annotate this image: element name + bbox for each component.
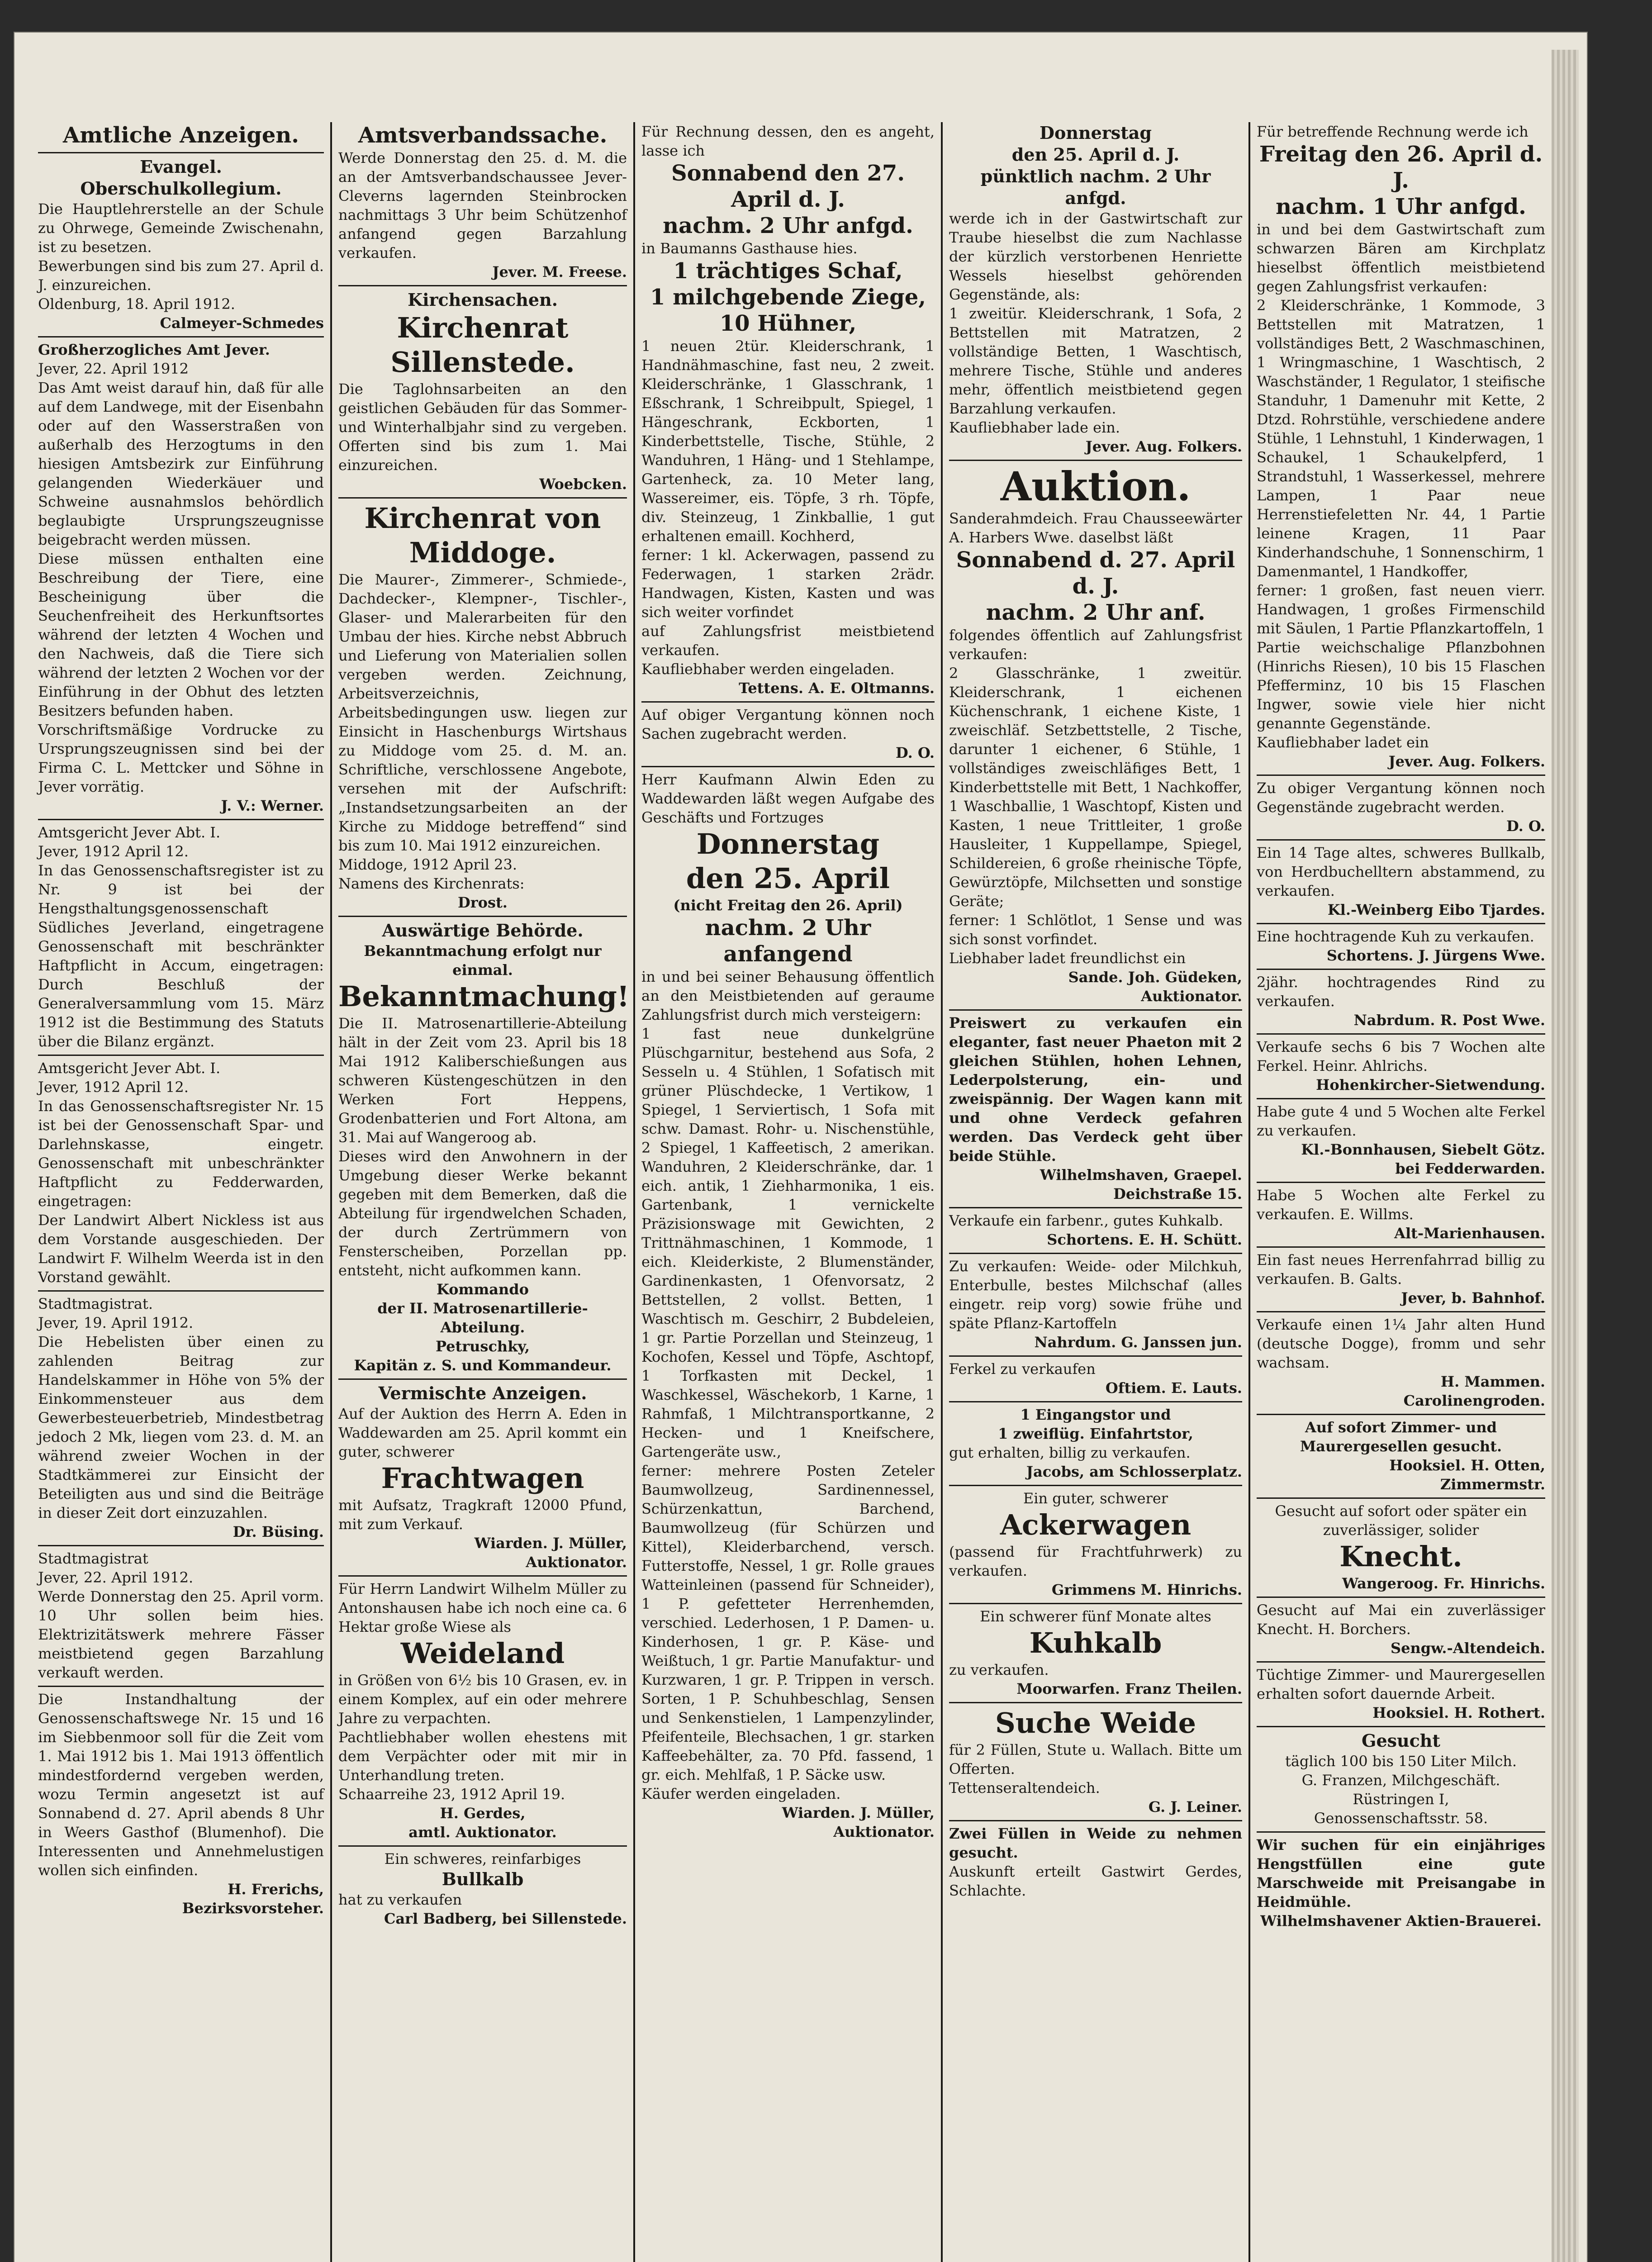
notice-text: täglich 100 bis 150 Liter Milch. G. Franzen, Milchgeschäft. Rüstringen I, Genossenschaftsstr. 58. (1285, 1753, 1517, 1827)
notice (38, 156, 324, 337)
notice-heading: Frachtwagen (381, 1462, 584, 1495)
notice (338, 122, 627, 286)
notice-signature: Hooksiel. H. Rothert. (1372, 1704, 1545, 1721)
notice-heading: Knecht. (1339, 1540, 1462, 1573)
notice-signature: Nabrdum. R. Post Wwe. (1353, 1012, 1545, 1029)
notice (949, 1359, 1242, 1402)
notice-text: Verkaufe ein farbenr., gutes Kuhkalb. (949, 1212, 1224, 1229)
column-2 (330, 122, 633, 2262)
notice (38, 1059, 324, 1292)
notice-text: Zu verkaufen: Weide- oder Milchkuh, Enterbulle, bestes Milchschaf (alles eingetr. reip vorg) sowie frühe und späte Pflanz-Kartoffeln (949, 1258, 1242, 1332)
notice-text: in Baumanns Gasthause hies. (641, 240, 858, 257)
notice-text: Jever, 22. April 1912 Das Amt weist darauf hin, daß für alle auf dem Landwege, mit der Eisenbahn oder auf den Wasserstraßen von außerhalb des Herzogtums in den hiesigen Amtsbezirk zur Einführung gelangenden Wiederkäuer und Schweine ausnahmslos behördlich beglaubigte Ursprungszeugnisse beigebracht werden müssen. Diese müssen enthalten eine Beschreibung der Tiere, eine Bescheinigung über die Seuchenfreiheit des Herkunftsortes während der letzten 4 Wochen und den Nachweis, daß die Tiere sich während der letzten 2 Wochen vor der Einführung in der Obhut des letzten Besitzers befunden haben. Vorschriftsmäßige Vordrucke zu Ursprungszeugnissen sind bei der Firma C. L. Mettcker und Söhne in Jever vorrätig. (38, 360, 324, 795)
notice-text: Eine hochtragende Kuh zu verkaufen. (1257, 928, 1534, 945)
notice-signature: Calmeyer-Schmedes (160, 314, 324, 332)
notice-signature: Hooksiel. H. Otten, Zimmermstr. (1389, 1457, 1545, 1493)
notice-text: Jever, 1912 April 12. In das Genossenschaftsregister ist zu Nr. 9 ist bei der Hengsthaltungsgenossenschaft Südliches Jeverland, eingetragene Genossenschaft mit beschränkter Haftpflicht in Accum, eingetragen: Durch Beschluß der Generalversammlung vom 15. März 1912 ist die Bestimmung des Statuts über die Bilanz ergänzt. (38, 843, 324, 1050)
notice (338, 289, 627, 499)
section-header (38, 122, 324, 153)
notice-signature: H. Gerdes, amtl. Auktionator. (408, 1805, 557, 1841)
notice-text: in und bei seiner Behausung öffentlich an den Meistbietenden auf geraume Zahlungsfrist durch mich versteigern: 1 fast neue dunkelgrüne Plüschgarnitur, bestehend aus Sofa, 2 Sesseln u. 4 Stühlen, 1 Sofatisch mit grüner Plüschdecke, 1 Vertikow, 1 Spiegel, 1 Serviertisch, 1 Sofa mit schw. Damast. Rohr- u. Nischenstühle, 2 Spiegel, 1 Kaffeetisch, 2 amerikan. Wanduhren, 2 Kleiderschränke, dar. 1 eich. antik, 1 Ziehharmonika, 1 eis. Gartenbank, 1 vernickelte Präzisionswage mit Gewichten, 2 Trittnähmaschinen, 1 Kommode, 1 eich. Kleiderkiste, 2 Blumenständer, Gardinenkasten, 1 Ofenvorsatz, 2 Bettstellen, 2 vollst. Betten, 1 Waschtisch m. Geschirr, 2 Bubdeleien, 1 gr. Partie Porzellan und Steinzeug, 1 Kochofen, Kessel und Töpfe, Aschtopf, 1 Torfkasten mit Deckel, 1 Waschkessel, Wäschekorb, 1 Karne, 1 Rahmfaß, 1 Milchtransportkanne, 2 Hecken- und 1 Kneifschere, Gartengeräte usw., ferner: mehrere Posten Zeteler Baumwollzeug, Sardinennessel, Schürzenkattun, Barchend, Baumwollzeug (für Schürzen und Kittel), Kleiderbarchend, versch. Futterstoffe, Nessel, 1 gr. Rolle graues Watteinleinen (passend für Schneider), 1 P. gefetteter Herrenhemden, verschied. Lederhosen, 1 P. Damen- u. Kinderhosen, 1 gr. P. Käse- und Weißtuch, 1 gr. Partie Manufaktur- und Kurzwaren, 1 gr. P. Trippen in versch. Sorten, 1 P. Schuhbeschlag, Sensen und Senkenstielen, 1 Lampenzylinder, Pfeifenteile, Blechsachen, 1 gr. starken Kaffeebehälter, za. 70 Pfd. fassend, 1 gr. eich. Mehlfaß, 1 P. Säcke usw. Käufer werden eingeladen. (641, 968, 935, 1802)
notice (949, 1405, 1242, 1486)
notice (1257, 1730, 1545, 1833)
notice-heading: Amtsgericht Jever Abt. I. (38, 1060, 221, 1077)
notice-text: Jever, 19. April 1912. Die Hebelisten über einen zu zahlenden Beitrag zur Handelskammer in Höhe von 5% der Einkommensteuer aus dem Gewerbesteuerbetrieb, Mindestbetrag jedoch 2 Mk, liegen vom 23. d. M. an während zweier Wochen in der Stadtkämmerei zur Einsicht der Beteiligten aus und sind die Beiträge in dieser Zeit dort einzuzahlen. (38, 1314, 324, 1521)
notice-signature: Carl Badberg, bei Sillenstede. (384, 1910, 627, 1927)
section-title: Vermischte Anzeigen. (378, 1383, 587, 1403)
notice-text: Auf der Auktion des Herrn A. Eden in Waddewarden am 25. April kommt ein guter, schwerer (338, 1405, 627, 1460)
notice-text: (passend für Frachtfuhrwerk) zu verkaufen. (949, 1543, 1242, 1579)
notice-text: Sanderahmdeich. Frau Chausseewärter A. Harbers Wwe. daselbst läßt (949, 510, 1242, 546)
notice-signature: Kl.-Weinberg Eibo Tjardes. (1327, 901, 1545, 918)
notice-text: Ein schweres, reinfarbiges (384, 1850, 581, 1868)
notice (1257, 1665, 1545, 1727)
notice-text: Werde Donnerstag den 25. d. M. die an der Amtsverbandschaussee Jever-Cleverns lagernden Steinbrocken nachmittags 3 Uhr beim Schützenhof anfangend gegen Barzahlung verkaufen. (338, 149, 627, 261)
section-title: Kirchensachen. (408, 290, 558, 310)
notice-signature: Kl.-Bonnhausen, Siebelt Götz. bei Fedderwarden. (1301, 1141, 1545, 1177)
notice (1257, 1250, 1545, 1312)
notice (1257, 1601, 1545, 1663)
notice-text: gut erhalten, billig zu verkaufen. (949, 1444, 1191, 1461)
notice-heading: Zwei Füllen in Weide zu nehmen gesucht. (949, 1825, 1242, 1861)
notice (949, 1706, 1242, 1821)
notice-heading: Wir suchen für ein einjähriges Hengstfüllen eine gute Marschweide mit Preisangabe in Heidmühle. (1257, 1836, 1545, 1910)
notice (1257, 1502, 1545, 1598)
notice-text: Ein 14 Tage altes, schweres Bullkalb, von Herdbuchelltern abstammend, zu verkaufen. (1257, 844, 1545, 899)
notice-text: Die Maurer-, Zimmerer-, Schmiede-, Dachdecker-, Klempner-, Tischler-, Glaser- und Malerarbeiten für den Umbau der hies. Kirche nebst Abbruch und Lieferung von Materialien sollen vergeben werden. Zeichnung, Arbeitsverzeichnis, Arbeitsbedingungen usw. liegen zur Einsicht in Haschenburgs Wirtshaus zu Middoge vom 25. d. M. an. Schriftliche, verschlossene Angebote, versehen mit der Aufschrift: „Instandsetzungsarbeiten an der Kirche zu Middoge betreffend“ sind bis zum 10. Mai 1912 einzureichen. Middoge, 1912 April 23. Namens des Kirchenrats: (338, 571, 627, 892)
notice-text: Habe gute 4 und 5 Wochen alte Ferkel zu verkaufen. (1257, 1103, 1545, 1139)
notice (949, 1489, 1242, 1604)
notice-signature: D. O. (1506, 817, 1545, 835)
notice (1257, 1835, 1545, 1934)
notice-text: Auskunft erteilt Gastwirt Gerdes, Schlachte. (949, 1863, 1242, 1899)
notice-signature: Woebcken. (539, 475, 627, 493)
notice-signature: Nahrdum. G. Janssen jun. (1034, 1334, 1242, 1351)
notice-text: Die II. Matrosenartillerie-Abteilung hält in der Zeit vom 23. April bis 18 Mai 1912 Kaliberschießungen aus schweren Küstengeschützen in den Werken Fort Heppens, Grodenbatterien und Fort Altona, am 31. Mai auf Wangeroog ab. Dieses wird den Anwohnern in der Umgebung dieser Werke bekannt gegeben mit dem Bemerken, daß die Abteilung für irgendwelchen Schaden, der durch Zertrümmern von Fensterscheiben, Porzellan pp. entsteht, nicht aufkommen kann. (338, 1015, 627, 1279)
section-title: Amtliche Anzeigen. (63, 123, 299, 148)
notice-text: Gesucht auf sofort oder später ein zuverlässiger, solider (1275, 1502, 1527, 1539)
notice-text: Jever, 22. April 1912. Werde Donnerstag den 25. April vorm. 10 Uhr sollen beim hies. Elektrizitätswerk mehrere Fässer meistbietend gegen Barzahlung verkauft werden. (38, 1569, 324, 1681)
columns (32, 122, 1552, 2262)
notice-subheading: Bekanntmachung erfolgt nur einmal. (364, 942, 602, 979)
notice-text: werde ich in der Gastwirtschaft zur Traube hieselbst die zum Nachlasse der kürzlich verstorbenen Henriette Wessels hieselbst gehörenden Gegenstände, als: 1 zweitür. Kleiderschrank, 1 Sofa, 2 Bettstellen mit Matratzen, 2 vollständige Betten, 1 Waschtisch, mehrere Tische, Stühle und anderes mehr, öffentlich meistbietend gegen Barzahlung verkaufen. Kaufliebhaber lade ein. (949, 210, 1242, 436)
section-title: Amtsverbandssache. (358, 123, 608, 148)
notice-heading: Gesucht (1362, 1730, 1440, 1751)
notice-signature: Jever. Aug. Folkers. (1388, 753, 1545, 770)
notice-heading: Stadtmagistrat (38, 1550, 148, 1567)
notice-text: zu verkaufen. (949, 1661, 1049, 1678)
notice-text: Für Rechnung dessen, den es angeht, lasse ich (641, 123, 935, 159)
notice-text: 2jähr. hochtragendes Rind zu verkaufen. (1257, 974, 1545, 1010)
notice-signature: H. Mammen. Carolinengroden. (1403, 1373, 1545, 1409)
notice-text: Jever, 1912 April 12. In das Genossenschaftsregister Nr. 15 ist bei der Genossenschaft Spar- und Darlehnskasse, eingetr. Genossenschaft mit unbeschränkter Haftpflicht zu Fedderwarden, eingetragen: Der Landwirt Albert Nickless ist aus dem Vorstande ausgeschieden. Der Landwirt F. Wilhelm Weerda ist in den Vorstand gewählt. (38, 1079, 324, 1286)
notice-heading: Weideland (400, 1637, 565, 1670)
notice-signature: Jever. Aug. Folkers. (1085, 438, 1242, 455)
notice-signature: Jever, b. Bahnhof. (1401, 1289, 1545, 1307)
notice (338, 501, 627, 917)
notice-text: Die Instandhaltung der Genossenschaftswege Nr. 15 und 16 im Siebbenmoor soll für die Zeit vom 1. Mai 1912 bis 1. Mai 1913 öffentlich mindestfordernd vergeben werden, wozu Termin angesetzt ist auf Sonnabend d. 27. April abends 8 Uhr in Weers Gasthof (Blumenhof). Die Interessenten und Annehmelustigen wollen sich einfinden. (38, 1691, 324, 1879)
notice-signature: Schortens. E. H. Schütt. (1047, 1231, 1242, 1248)
notice (1257, 1037, 1545, 1099)
notice-heading: Stadtmagistrat. (38, 1295, 153, 1312)
notice (641, 122, 935, 703)
column-1 (32, 122, 330, 2262)
page-edge (1552, 50, 1579, 2262)
notice (38, 1294, 324, 1546)
notice-heading: Amtsgericht Jever Abt. I. (38, 824, 221, 841)
notice (338, 920, 630, 1380)
notice (38, 340, 324, 820)
notice-signature: Dr. Büsing. (233, 1523, 324, 1540)
column-5 (1248, 122, 1552, 2262)
notice-text: Für betreffende Rechnung werde ich (1257, 123, 1529, 140)
notice-text: hat zu verkaufen (338, 1891, 462, 1908)
notice (949, 1607, 1242, 1703)
notice-heading: Bekanntmachung! (338, 980, 630, 1013)
notice (1257, 1418, 1545, 1499)
notice (338, 1579, 627, 1847)
notice-text: mit Aufsatz, Tragkraft 12000 Pfund, mit zum Verkauf. (338, 1497, 627, 1533)
notice-signature: Wilhelmshaven, Graepel. Deichstraße 15. (1040, 1166, 1242, 1202)
notice (338, 1849, 627, 1932)
notice-heading: Evangel. Oberschulkollegium. (80, 157, 282, 199)
notice-signature: Jever. M. Freese. (492, 263, 627, 280)
notice-heading: Sonnabend den 27. April d. J. nachm. 2 Uhr anfgd. (663, 161, 913, 238)
notice (641, 770, 935, 1845)
notice-signature: Sande. Joh. Güdeken, Auktionator. (1068, 969, 1242, 1005)
notice-signature: H. Frerichs, Bezirksvorsteher. (182, 1881, 324, 1917)
notice-text: Die Hauptlehrerstelle an der Schule zu Ohrwege, Gemeinde Zwischenahn, ist zu besetzen. Bewerbungen sind bis zum 27. April d. J. einzureichen. Oldenburg, 18. April 1912. (38, 200, 324, 313)
notice-signature: G. J. Leiner. (1148, 1798, 1242, 1815)
notice-heading: Kirchenrat Sillenstede. (390, 311, 575, 379)
notice-heading: Auf sofort Zimmer- und Maurergesellen gesucht. (1300, 1419, 1502, 1455)
notice-text: Ferkel zu verkaufen (949, 1360, 1096, 1378)
notice (1257, 973, 1545, 1035)
notice-signature: Wiarden. J. Müller, Auktionator. (782, 1804, 935, 1840)
notice (949, 1824, 1242, 1904)
notice (949, 1013, 1242, 1208)
notice-signature: J. V.: Werner. (221, 797, 324, 814)
notice-heading: Suche Weide (995, 1706, 1196, 1739)
notice (1257, 122, 1545, 776)
notice-signature: Oftiem. E. Lauts. (1105, 1379, 1242, 1397)
notice-text: Tüchtige Zimmer- und Maurergesellen erhalten sofort dauernde Arbeit. (1257, 1666, 1545, 1702)
notice-heading: nachm. 2 Uhr anfangend (705, 915, 871, 967)
notice (949, 464, 1242, 1011)
notice-heading: Kirchenrat von Middoge. (364, 502, 601, 569)
notice (1257, 1102, 1545, 1183)
notice-items: 1 trächtiges Schaf, 1 milchgebende Ziege, 10 Hühner, (650, 258, 926, 336)
notice-text: Habe 5 Wochen alte Ferkel zu verkaufen. E. Willms. (1257, 1187, 1545, 1223)
notice (38, 823, 324, 1056)
notice-heading: 1 Eingangstor und 1 zweiflüg. Einfahrtstor, (998, 1406, 1193, 1442)
notice-text: Für Herrn Landwirt Wilhelm Müller zu Antonshausen habe ich noch eine ca. 6 Hektar große Wiese als (338, 1580, 627, 1635)
notice-text: in und bei dem Gastwirtschaft zum schwarzen Bären am Kirchplatz hieselbst öffentlich meistbietend gegen Zahlungsfrist verkaufen: 2 Kleiderschränke, 1 Kommode, 3 Bettstellen mit Matratzen, 1 vollständiges Bett, 2 Waschmaschinen, 1 Wringmaschine, 1 Waschtisch, 2 Waschständer, 1 Regulator, 1 steifische Standuhr, 1 Damenuhr mit Kette, 2 Dtzd. Rohrstühle, verschiedene andere Stühle, 1 Lehnstuhl, 1 Kinderwagen, 1 Schaukel, 1 Schaukelpferd, 1 Strandstuhl, 1 Wasserkessel, mehrere Lampen, 1 Paar neue Herrenstiefeletten Nr. 44, 1 Partie leinene Kragen, 11 Paar Kinderhandschuhe, 1 Sonnenschirm, 1 Damenmantel, 1 Handkoffer, ferner: 1 großen, fast neuen vierr. Handwagen, 1 großes Firmenschild mit Säulen, 1 Partie Pflanzkartoffeln, 1 Partie weichschalige Pflanzbohnen (Hinrichs Riesen), 10 bis 15 Flaschen Pfefferminz, 10 bis 15 Flaschen Ingwer, sowie viele hier nicht genannte Gegenstände. Kaufliebhaber ladet ein (1257, 221, 1545, 751)
notice-text: Ein guter, schwerer (1023, 1490, 1168, 1507)
notice-text: Ein schwerer fünf Monate altes (980, 1608, 1211, 1625)
notice-text: Preiswert zu verkaufen ein eleganter, fast neuer Phaeton mit 2 gleichen Stühlen, hohen Lehnen, Lederpolsterung, ein- und zweispännig. Der Wagen kann mit und ohne Verdeck gefahren werden. Das Verdeck geht über beide Stühle. (949, 1014, 1242, 1164)
notice-heading: Freitag den 26. April d. J. nachm. 1 Uhr anfgd. (1259, 142, 1543, 219)
newspaper-page (14, 32, 1588, 2262)
notice-text: Verkaufe einen 1¼ Jahr alten Hund (deutsche Dogge), fromm und sehr wachsam. (1257, 1316, 1545, 1371)
notice-text: 1 neuen 2tür. Kleiderschrank, 1 Handnähmaschine, fast neu, 2 zweit. Kleiderschränke, 1 Glasschrank, 1 Eßschrank, 1 Schreibpult, Spiegel, 1 Hängeschrank, Eckborten, 1 Kinderbettstelle, Tische, Stühle, 2 Wanduhren, 1 Häng- und 1 Stehlampe, Gartenheck, za. 10 Meter lang, Wassereimer, eis. Töpfe, 3 rh. Töpfe, div. Steinzeug, 1 Zinkballie, 1 gut erhaltenen emaill. Kochherd, ferner: 1 kl. Ackerwagen, passend zu Federwagen, 1 starken 2rädr. Handwagen, Kisten, Kasten und was sich weiter vorfindet auf Zahlungsfrist meistbietend verkaufen. Kaufliebhaber werden eingeladen. (641, 337, 935, 678)
notice (338, 1383, 627, 1577)
section-title: Auswärtige Behörde. (382, 920, 584, 941)
notice-text: Verkaufe sechs 6 bis 7 Wochen alte Ferkel. Heinr. Ahlrichs. (1257, 1038, 1545, 1074)
notice (641, 705, 935, 767)
notice (38, 1549, 324, 1687)
notice-signature: Drost. (458, 894, 508, 911)
notice-signature: Moorwarfen. Franz Theilen. (1016, 1680, 1242, 1697)
column-4 (941, 122, 1248, 2262)
notice (38, 1690, 324, 1921)
notice-text: Gesucht auf Mai ein zuverlässiger Knecht. H. Borchers. (1257, 1601, 1545, 1638)
notice-text: Auf obiger Vergantung können noch Sachen zugebracht werden. (641, 706, 935, 742)
notice-subheading: (nicht Freitag den 26. April) (673, 897, 903, 914)
column-3 (633, 122, 941, 2262)
notice-heading: Kuhkalb (1029, 1626, 1162, 1659)
notice-text: Zu obiger Vergantung können noch Gegenstände zugebracht werden. (1257, 779, 1545, 816)
notice (1257, 1186, 1545, 1248)
notice-signature: Sengw.-Altendeich. (1390, 1639, 1545, 1657)
notice-heading: Sonnabend d. 27. April d. J. nachm. 2 Uhr anf. (956, 547, 1235, 625)
notice-signature: Tettens. A. E. Oltmanns. (739, 680, 935, 697)
notice-signature: Jacobs, am Schlosserplatz. (1026, 1463, 1242, 1480)
notice-text: Herr Kaufmann Alwin Eden zu Waddewarden läßt wegen Aufgabe des Geschäfts und Fortzuges (641, 771, 935, 826)
notice-signature: Grimmens M. Hinrichs. (1051, 1581, 1242, 1598)
notice-signature: D. O. (895, 744, 935, 761)
notice-heading: Großherzogliches Amt Jever. (38, 341, 270, 358)
notice-signature: Alt-Marienhausen. (1394, 1225, 1545, 1242)
notice-signature: Wiarden. J. Müller, Auktionator. (474, 1535, 627, 1571)
notice (949, 1257, 1242, 1357)
notice (1257, 779, 1545, 841)
notice (1257, 927, 1545, 970)
notice-text: in Größen von 6½ bis 10 Grasen, ev. in einem Komplex, auf ein oder mehrere Jahre zu verpachten. Pachtliebhaber wollen ehestens mit dem Verpächter oder mit mir in Unterhandlung treten. Schaarreihe 23, 1912 April 19. (338, 1672, 627, 1803)
notice-signature: Wilhelmshavener Aktien-Brauerei. (1260, 1912, 1542, 1929)
notice (949, 1211, 1242, 1254)
notice-heading: Donnerstag den 25. April d. J. pünktlich nachm. 2 Uhr anfgd. (980, 123, 1211, 208)
notice-signature: Kommando der II. Matrosenartillerie-Abteilung. Petruschky, Kapitän z. S. und Kommandeur. (354, 1281, 612, 1374)
notice-signature: Hohenkircher-Sietwendung. (1316, 1076, 1545, 1093)
notice-heading: Auktion. (1000, 463, 1191, 510)
notice-signature: Wangeroog. Fr. Hinrichs. (1342, 1575, 1545, 1592)
notice-text: für 2 Füllen, Stute u. Wallach. Bitte um Offerten. Tettenseraltendeich. (949, 1741, 1242, 1796)
notice-heading: Ackerwagen (1000, 1508, 1192, 1541)
notice (1257, 1315, 1545, 1415)
notice-text: Die Taglohnsarbeiten an den geistlichen Gebäuden für das Sommer- und Winterhalbjahr sind zu vergeben. Offerten sind bis zum 1. Mai einzureichen. (338, 380, 627, 474)
notice (1257, 843, 1545, 924)
notice-signature: Schortens. J. Jürgens Wwe. (1326, 947, 1545, 964)
notice-text: folgendes öffentlich auf Zahlungsfrist verkaufen: 2 Glasschränke, 1 zweitür. Kleiderschrank, 1 eichenen Küchenschrank, 1 eichene Kiste, 1 zweischläf. Setzbettstelle, 2 Tische, darunter 1 eichener, 6 Stühle, 1 vollständiges zweischläfiges Bett, 1 Kinderbettstelle mit Bett, 1 Nachkoffer, 1 Waschballie, 1 Waschtopf, Kisten und Kasten, 1 neue Trittleiter, 1 große Hausleiter, 1 Kuppellampe, Spiegel, Schildereien, 6 große rheinische Töpfe, Gewürztöpfe, Milchsetten und sonstige Geräte; ferner: 1 Schlötlot, 1 Sense und was sich sonst vorfindet. Liebhaber ladet freundlichst ein (949, 627, 1242, 967)
notice-text: Ein fast neues Herrenfahrrad billig zu verkaufen. B. Galts. (1257, 1251, 1545, 1288)
notice-heading: Donnerstag den 25. April (686, 827, 890, 895)
notice (949, 122, 1242, 461)
notice-heading: Bullkalb (441, 1869, 524, 1889)
